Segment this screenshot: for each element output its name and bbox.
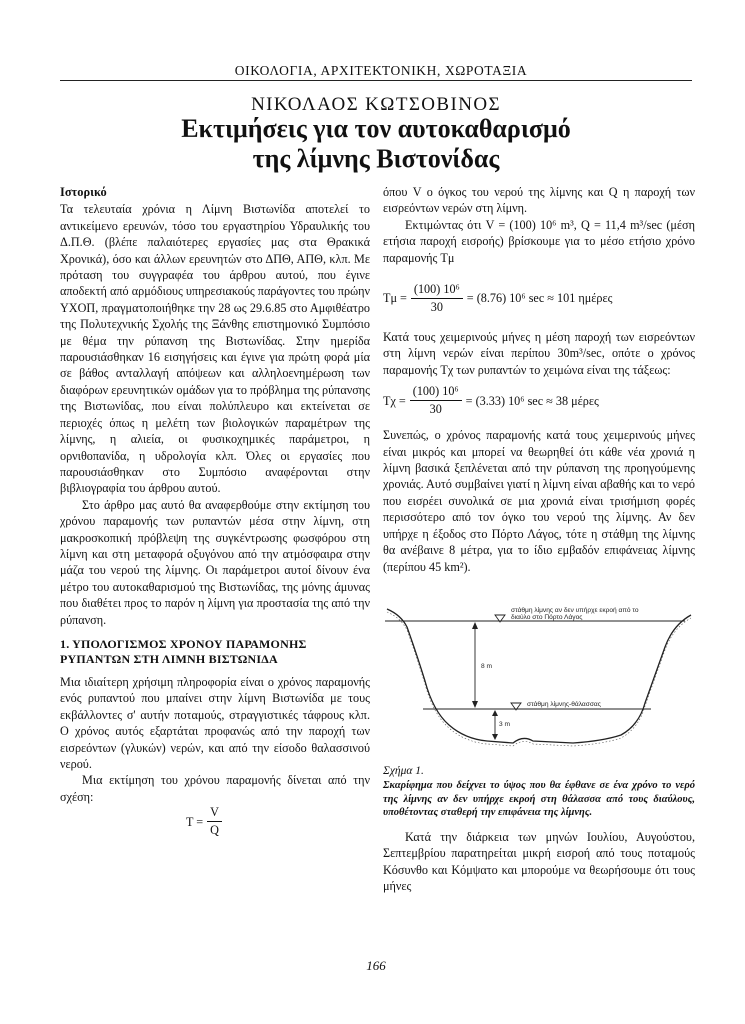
dimension-3m-arrow-bottom (492, 734, 498, 740)
formula-2-rhs: = (3.33) 10⁶ sec ≈ 38 μέρες (465, 393, 599, 408)
mean-residence-formula (383, 282, 695, 315)
formula-1-fraction (411, 282, 463, 315)
dimension-3m-arrow-top (492, 710, 498, 716)
title-line-2: της λίμνης Βιστονίδας (252, 144, 500, 173)
formula-1-rhs: = (8.76) 10⁶ sec ≈ 101 ημέρες (466, 291, 613, 306)
dimension-8m-arrow-top (472, 622, 478, 629)
section-1-paragraph-1: Μια ιδιαίτερη χρήσιμη πληροφορία είναι ο χρόνος παραμονής ενός ρυπαντού που μπαίνει στην λίμνη Βιστωνίδα με τους εκβάλλοντες σ' αυτήν ποταμούς, στραγγιστικές τάφρους κλπ. Ο χρόνος αυτός εξαρτάται προφανώς από την παροχή των εισρεόντων (γλυκών) νερών, και από την είσοδο θαλασσινού νερού. (60, 674, 370, 771)
author-name: ΝΙΚΟΛΑΟΣ ΚΩΤΣΟΒΙΝΟΣ (251, 94, 501, 115)
label-sea-level: στάθμη λίμνης-θάλασσας (527, 700, 601, 708)
dimension-8m-arrow-bottom (472, 701, 478, 708)
left-column (60, 184, 370, 838)
formula-1-denominator: 30 (430, 300, 443, 315)
equation-denominator: Q (210, 823, 219, 838)
history-paragraph-2: Στο άρθρο μας αυτό θα αναφερθούμε στην εκτίμηση του χρόνου παραμονής των ρυπαντών μέσα στην λίμνη, στη μακροσκοπική πρόβλεψη της συγκέντρωσης φωσφόρου στη λίμνη και στη μεταφορά οξυγόνου από την ατμόσφαιρα στην μάζα του νερού της λίμνης. Οι παράμετροι αυτοί δίνουν ένα μέτρο του αυτοκαθαρισμού της Βιστωνίδας, της μόνης άμυνας που διαθέτει προς το παρόν η λίμνη για προστασία της από την ρύπανση. (60, 497, 370, 627)
figure-caption-title: Σχήμα 1. (383, 764, 424, 777)
equation-lhs: T = (186, 814, 204, 829)
right-paragraph-5: Κατά την διάρκεια των μηνών Ιουλίου, Αυγούστου, Σεπτεμβρίου παρατηρείται μικρή εισροή από τους ποταμούς Κόσυνθο και Κόμψατο και μπορούμε να θεωρήσουμε ότι τους μήνες (383, 829, 695, 894)
history-heading: Ιστορικό (60, 185, 107, 199)
lake-basin-shading (387, 612, 691, 746)
winter-residence-formula (383, 384, 695, 417)
figure-caption: Σκαρίφημα που δείχνει το ύψος που θα έφθανε σε ένα χρόνο το νερό της λίμνης αν δεν υπήρχε εκροή στη θάλασσα από τους διαύλους, υποθέτοντας σταθερή την επιφάνεια της λίμνης. (383, 780, 695, 819)
page-number: 166 (366, 958, 386, 973)
formula-2-lhs: Tχ = (383, 393, 406, 408)
history-paragraph-1: Τα τελευταία χρόνια η Λίμνη Βιστωνίδα αποτελεί το αντικείμενο ερευνών, τόσο του εργαστηρίου Υδραυλικής του Δ.Π.Θ. (βλέπε παλαιότερες εργασίες μας στα Θρακικά Χρονικά), όσο και άλλων ερευνητών στο ΔΠΘ, ΑΠΘ, κλπ. Με πρόταση του συγγραφέα του άρθρου αυτού, που έγινε αποδεκτή από αρμόδιους υπηρεσιακούς παράγοντες του πρώην ΥΧΟΠ, πραγματοποιήθηκε την 28 ως 29.6.85 στο Αμφιθέατρο της Πολυτεχνικής Σχολής της Ξάνθης επιστημονικό Συμπόσιο με θέμα την ρύπανση της Βιστωνίδας. Στην ημερίδα παρουσιάσθηκαν 16 εισηγήσεις και έγινε για πρώτη φορά μία σε βάθος ανταλλαγή απόψεων και αλληλοενημέρωση των διαφόρων ερευνητικών ομάδων για το πρόβλημα της ρύπανσης της Βιστωνίδας, που είναι πολύπλευρο και εκτείνεται σε περιοχές όπως η μελέτη των βιολογικών παραμέτρων της λίμνης, η αλιεία, οι φυσικοχημικές παράμετροι, η ορνιθοπανίδα, η υδρολογία κλπ. Όλες οι εργασίες που παρουσιάσθηκαν στο Συμπόσιο αναφέρονται στην βιβλιογραφία του άρθρου αυτού. (60, 202, 370, 496)
lake-basin-outline (387, 606, 691, 743)
formula-1-lhs: Tμ = (383, 291, 407, 306)
right-paragraph-2: Εκτιμώντας ότι V = (100) 10⁶ m³, Q = 11,4 m³/sec (μέση ετήσια παροχή εισροής) βρίσκουμε για το μέσο ετήσιο χρόνο παραμονής Tμ (383, 217, 695, 265)
right-paragraph-3: Κατά τους χειμερινούς μήνες η μέση παροχή των εισρεόντων στη λίμνη νερών είναι περίπου 30m³/sec, οπότε ο χρόνος παραμονής Tχ των ρυπαντών το χειμώνα είναι της τάξεως: (383, 330, 695, 377)
right-paragraph-4: Συνεπώς, ο χρόνος παραμονής κατά τους χειμερινούς μήνες είναι μικρός και μπορεί να θεωρηθεί ότι κάθε νέα χρονιά η λίμνη βασικά ξεπλένεται από την ρύπανση της προηγούμενης χρονιάς. Αυτό συμβαίνει γιατί η λίμνη είναι αβαθής και το νερό που εισρέει συνολικά σε μια χρονιά είναι τρισήμιση φορές περισσότερο από τον όγκο του νερού της λίμνης. Αν δεν υπήρχε η έξοδος στο Πόρτο Λάγος, τότε η στάθμη της λίμνης θα ανέβαινε 8 μέτρα, για το ίδιο εμβαδόν επιφάνειας λίμνης (περίπου 45 km²). (383, 428, 695, 574)
right-paragraph-1: όπου V ο όγκος του νερού της λίμνης και Q η παροχή των εισρεόντων νερών στη λίμνη. (383, 185, 695, 216)
formula-2-numerator: (100) 10⁶ (410, 384, 462, 401)
header-rule (60, 80, 692, 81)
label-3m: 3 m (499, 720, 510, 728)
title-line-1: Εκτιμήσεις για τον αυτοκαθαρισμό (181, 114, 571, 143)
residence-time-equation (186, 805, 370, 838)
label-hypothetical-level: στάθμη λίμνης αν δεν υπήρχε εκροή από το διαύλο στο Πόρτο Λάγος (511, 606, 639, 622)
right-column (383, 184, 695, 894)
equation-fraction (207, 805, 222, 838)
formula-1-numerator: (100) 10⁶ (411, 282, 463, 299)
figure-1-sketch (383, 585, 695, 755)
section-1-paragraph-2: Μια εκτίμηση του χρόνου παραμονής δίνεται από την σχέση: (60, 773, 370, 804)
article-title (60, 114, 692, 174)
label-8m: 8 m (481, 662, 492, 670)
formula-2-denominator: 30 (429, 402, 442, 417)
equation-numerator: V (207, 805, 222, 822)
formula-2-fraction (410, 384, 462, 417)
section-1-heading: 1. ΥΠΟΛΟΓΙΣΜΟΣ ΧΡΟΝΟΥ ΠΑΡΑΜΟΝΗΣ ΡΥΠΑΝΤΩΝ ΣΤΗ ΛΙΜΝΗ ΒΙΣΤΩΝΙΔΑ (60, 636, 307, 667)
running-head: ΟΙΚΟΛΟΓΙΑ, ΑΡΧΙΤΕΚΤΟΝΙΚΗ, ΧΩΡΟΤΑΞΙΑ (234, 63, 528, 78)
